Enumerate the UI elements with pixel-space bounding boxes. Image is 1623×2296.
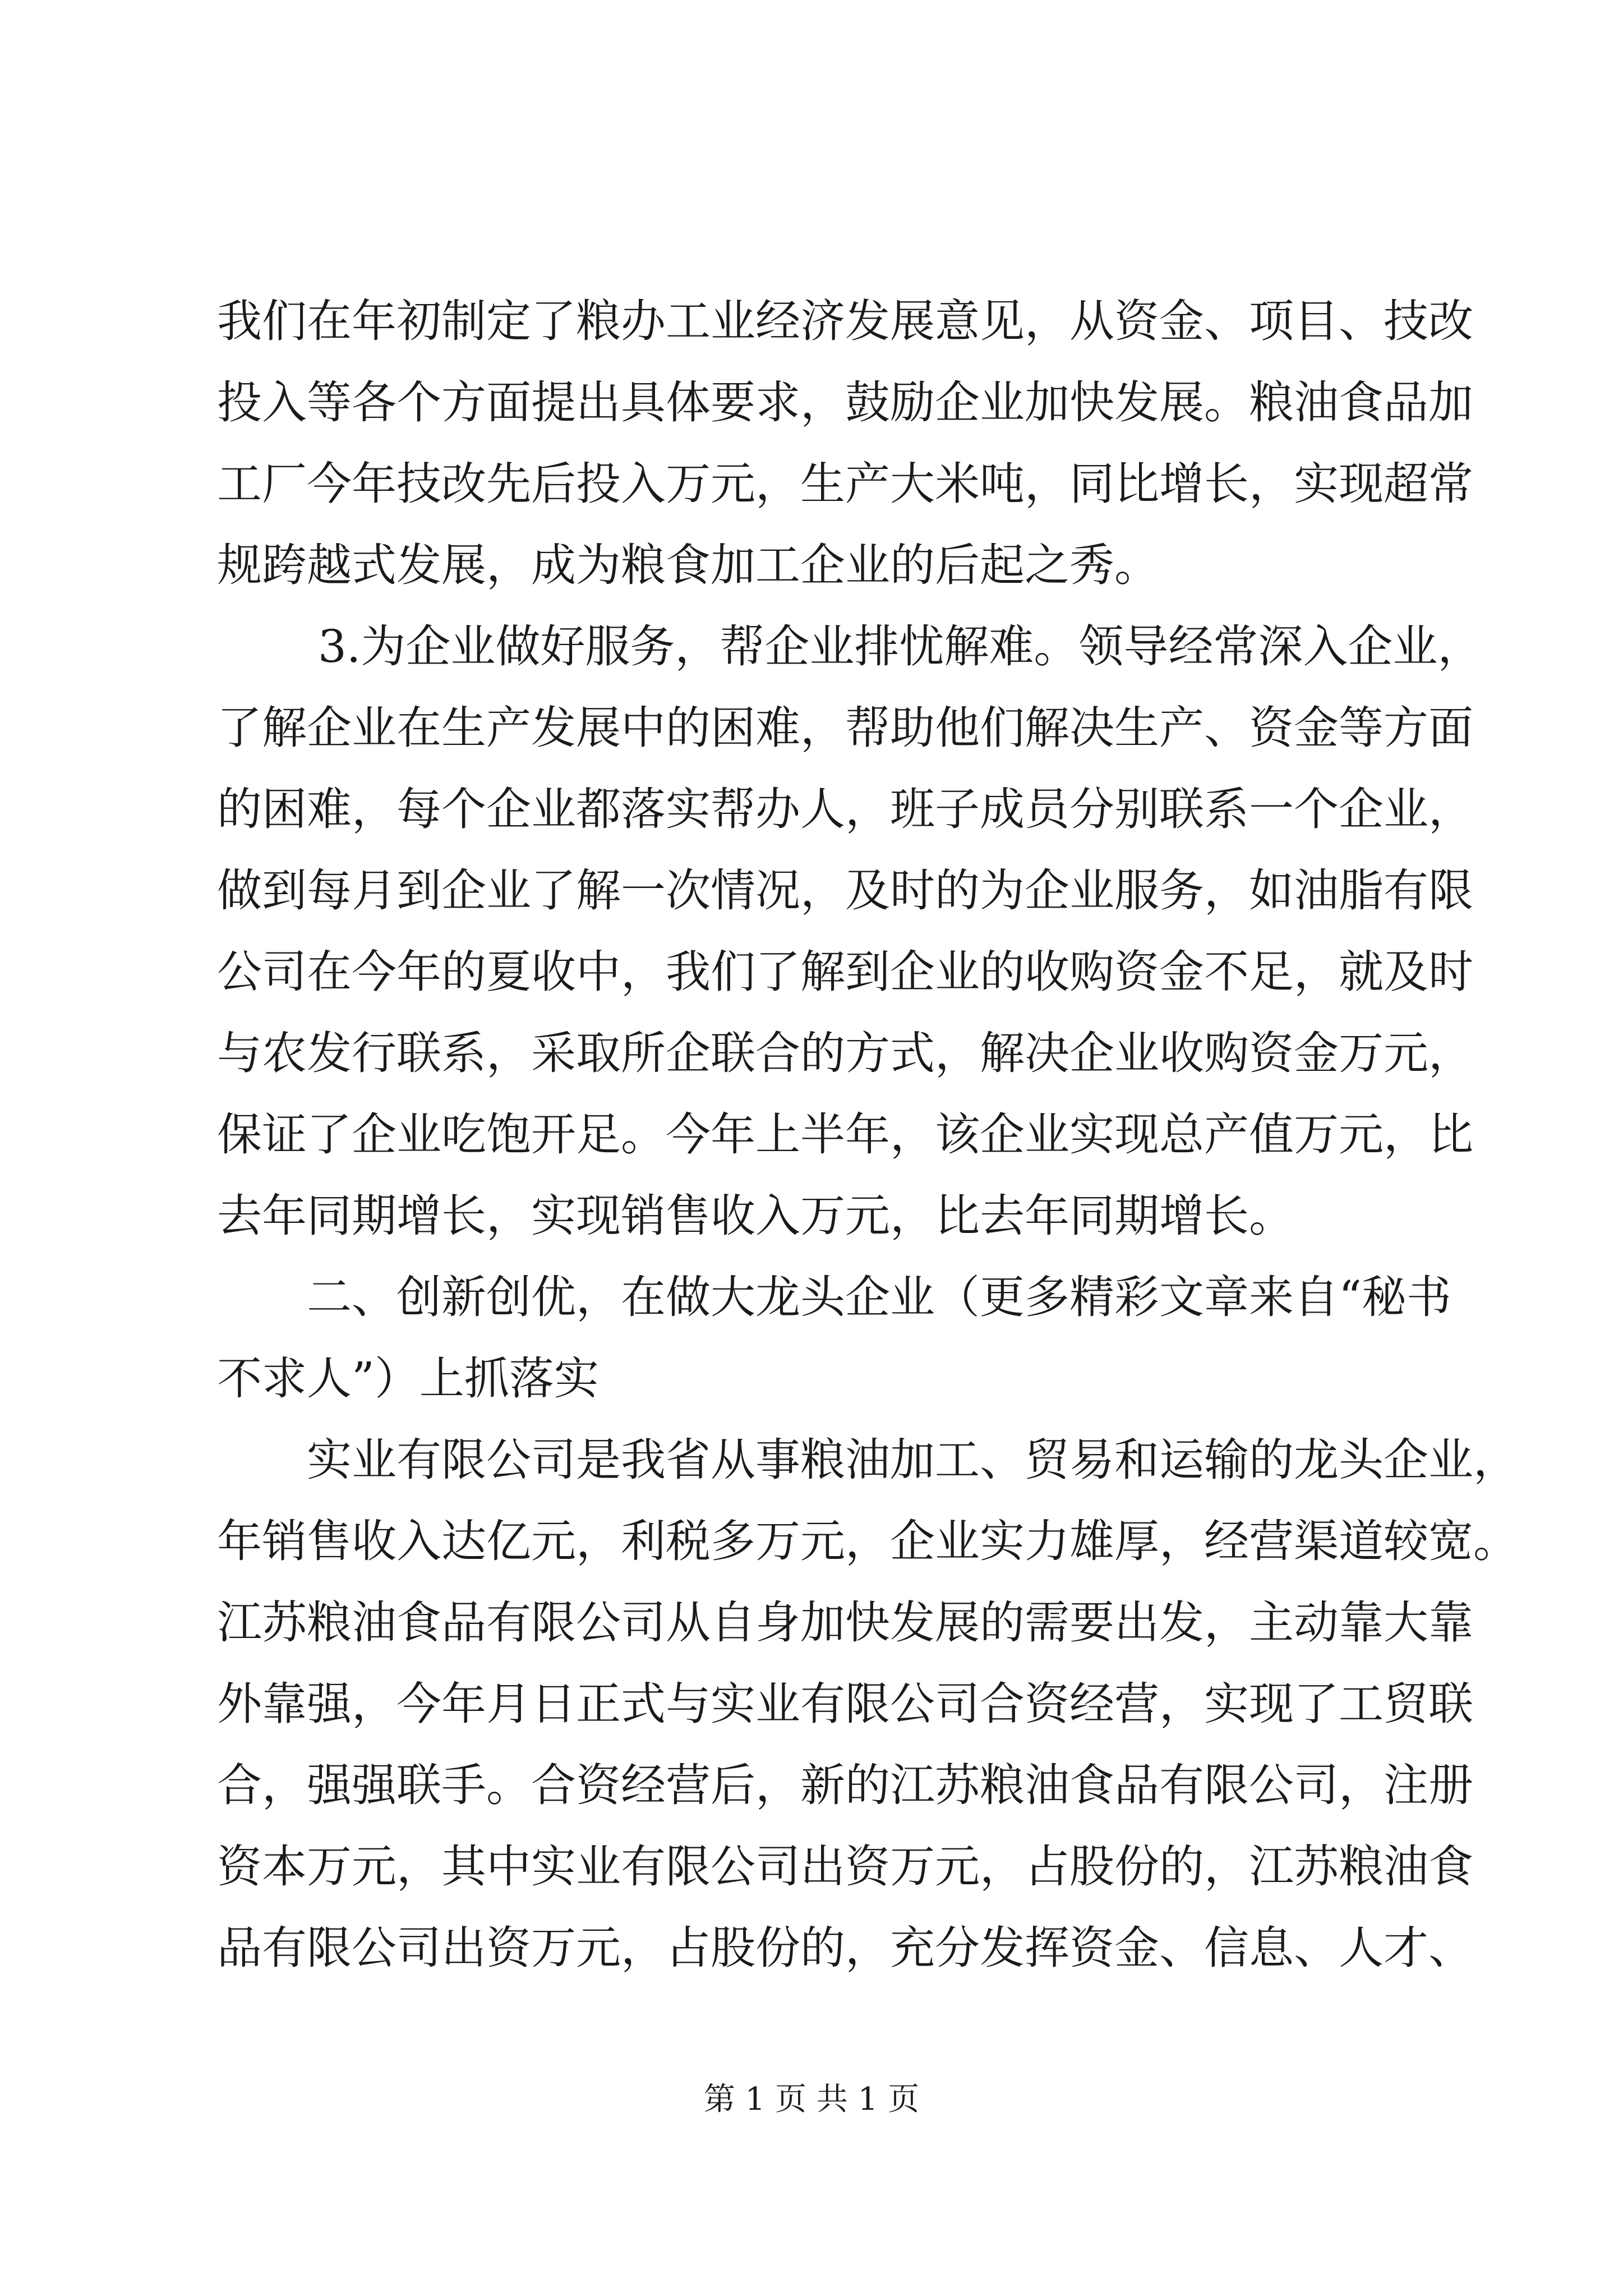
page-number-footer: 第 1 页 共 1 页 — [703, 2081, 920, 2118]
body-line: 去年同期增长，实现销售收入万元，比去年同期增长。 — [217, 1190, 1294, 1242]
body-line: 保证了企业吃饱开足。今年上半年，该企业实现总产值万元，比 — [217, 1108, 1473, 1161]
body-line: 品有限公司出资万元，占股份的，充分发挥资金、信息、人才、 — [217, 1922, 1473, 1974]
body-line: 的困难，每个企业都落实帮办人，班子成员分别联系一个企业， — [217, 783, 1473, 835]
document-body — [217, 280, 1518, 1989]
body-line: 工厂今年技改先后投入万元，生产大米吨，同比增长，实现超常 — [217, 458, 1473, 510]
section-heading-line: 不求人”）上抓落实 — [217, 1352, 599, 1405]
body-line: 与农发行联系，采取所企联合的方式，解决企业收购资金万元， — [217, 1027, 1473, 1079]
body-line: 资本万元，其中实业有限公司出资万元，占股份的，江苏粮油食 — [217, 1841, 1473, 1893]
body-line: 江苏粮油食品有限公司从自身加快发展的需要出发，主动靠大靠 — [217, 1596, 1473, 1649]
body-line: 投入等各个方面提出具体要求，鼓励企业加快发展。粮油食品加 — [217, 376, 1473, 429]
body-line: 规跨越式发展，成为粮食加工企业的后起之秀。 — [217, 539, 1159, 591]
body-line: 公司在今年的夏收中，我们了解到企业的收购资金不足，就及时 — [217, 946, 1473, 998]
body-line: 我们在年初制定了粮办工业经济发展意见，从资金、项目、技改 — [217, 295, 1473, 347]
body-line: 合，强强联手。合资经营后，新的江苏粮油食品有限公司，注册 — [217, 1759, 1473, 1811]
body-line: 外靠强，今年月日正式与实业有限公司合资经营，实现了工贸联 — [217, 1678, 1473, 1730]
paragraph-first-line: 实业有限公司是我省从事粮油加工、贸易和运输的龙头企业， — [307, 1434, 1518, 1486]
body-line: 做到每月到企业了解一次情况，及时的为企业服务，如油脂有限 — [217, 864, 1473, 917]
paragraph-first-line: 3.为企业做好服务，帮企业排忧解难。领导经常深入企业， — [318, 620, 1483, 673]
body-line: 了解企业在生产发展中的困难，帮助他们解决生产、资金等方面 — [217, 702, 1473, 754]
body-line: 年销售收入达亿元，利税多万元，企业实力雄厚，经营渠道较宽。 — [217, 1515, 1518, 1567]
section-heading-line: 二、创新创优，在做大龙头企业（更多精彩文章来自“秘书 — [307, 1271, 1451, 1323]
